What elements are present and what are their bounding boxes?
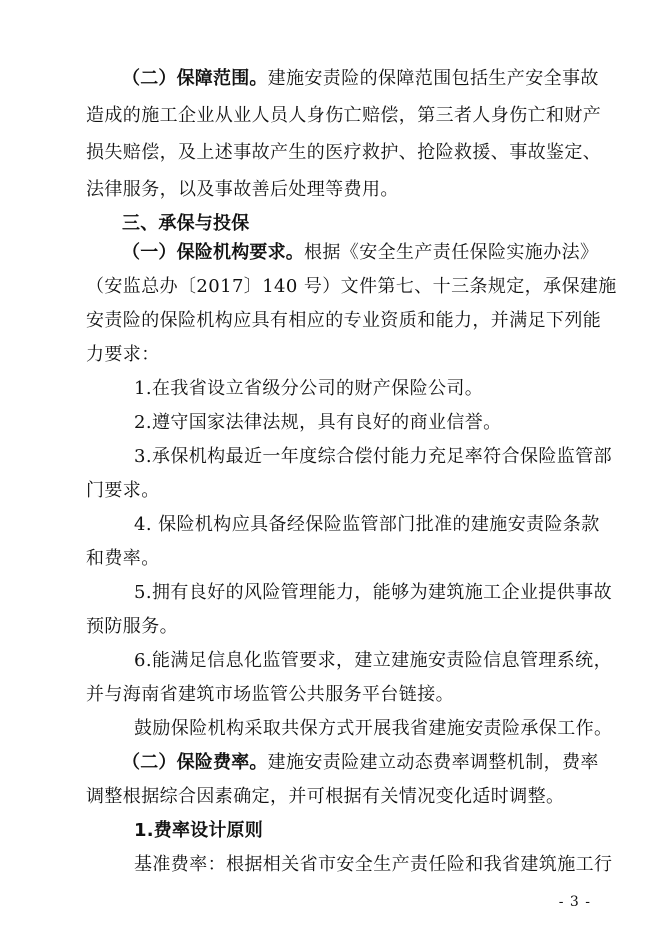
paragraph-line xyxy=(86,615,178,639)
paragraph-line xyxy=(86,547,160,571)
line-text: 3.承保机构最近一年度综合偿付能力充足率符合保险监管部 xyxy=(134,446,612,467)
line-text: 根据《安全生产责任保险实施办法》 xyxy=(304,242,599,263)
line-text: 调整根据综合因素确定，并可根据有关情况变化适时调整。 xyxy=(86,786,565,807)
line-text: 4. 保险机构应具备经保险监管部门批准的建施安责险条款 xyxy=(134,514,600,535)
subsection-title-line xyxy=(134,819,263,843)
line-text: 并与海南省建筑市场监管公共服务平台链接。 xyxy=(86,684,454,705)
paragraph-line xyxy=(86,309,601,333)
list-item xyxy=(134,581,612,605)
line-text: 法律服务，以及事故善后处理等费用。 xyxy=(86,179,399,200)
paragraph-line xyxy=(86,785,564,809)
line-text: （安监总办〔2017〕140 号）文件第七、十三条规定，承保建施 xyxy=(86,276,617,297)
section-heading: （二）保险费率。 xyxy=(122,752,268,773)
paragraph-line xyxy=(86,683,454,707)
paragraph-line xyxy=(86,104,601,128)
line-text: 和费率。 xyxy=(86,548,160,569)
paragraph-line xyxy=(134,853,612,877)
line-text: 基准费率：根据相关省市安全生产责任险和我省建筑施工行 xyxy=(134,854,613,875)
line-text: 2.遵守国家法律法规，具有良好的商业信誉。 xyxy=(134,412,502,433)
line-text: 力要求： xyxy=(86,344,160,365)
paragraph-line xyxy=(86,479,160,503)
line-text: 6.能满足信息化监管要求，建立建施安责险信息管理系统， xyxy=(134,650,612,671)
paragraph-line xyxy=(122,67,599,91)
line-text: 损失赔偿，及上述事故产生的医疗救护、抢险救援、事故鉴定、 xyxy=(86,142,602,163)
list-item xyxy=(134,513,600,537)
line-text: 建施安责险的保障范围包括生产安全事故 xyxy=(267,68,599,89)
line-text: 安责险的保险机构应具有相应的专业资质和能力，并满足下列能 xyxy=(86,310,602,331)
paragraph-line xyxy=(86,141,601,165)
section-heading: （一）保险机构要求。 xyxy=(122,242,304,263)
line-text: 建施安责险建立动态费率调整机制，费率 xyxy=(267,752,599,773)
section-title: 三、承保与投保 xyxy=(122,213,250,234)
list-item xyxy=(134,377,483,401)
line-text: 5.拥有良好的风险管理能力，能够为建筑施工企业提供事故 xyxy=(134,582,612,603)
paragraph-line xyxy=(86,275,617,299)
line-text: 鼓励保险机构采取共保方式开展我省建施安责险承保工作。 xyxy=(134,718,613,739)
list-item xyxy=(134,445,612,469)
paragraph-line xyxy=(134,717,612,741)
line-text: 造成的施工企业从业人员人身伤亡赔偿，第三者人身伤亡和财产 xyxy=(86,105,602,126)
paragraph-line xyxy=(86,178,399,202)
line-text: 门要求。 xyxy=(86,480,160,501)
list-item xyxy=(134,411,502,435)
paragraph-line xyxy=(86,343,160,367)
line-text: 预防服务。 xyxy=(86,616,178,637)
paragraph-line xyxy=(122,751,599,775)
section-heading: （二）保障范围。 xyxy=(122,68,268,89)
list-item xyxy=(134,649,612,673)
section-title-line xyxy=(122,212,249,236)
subsection-title: 1.费率设计原则 xyxy=(134,820,263,841)
paragraph-line xyxy=(122,241,598,265)
page-number: - 3 - xyxy=(558,894,591,910)
line-text: 1.在我省设立省级分公司的财产保险公司。 xyxy=(134,378,484,399)
